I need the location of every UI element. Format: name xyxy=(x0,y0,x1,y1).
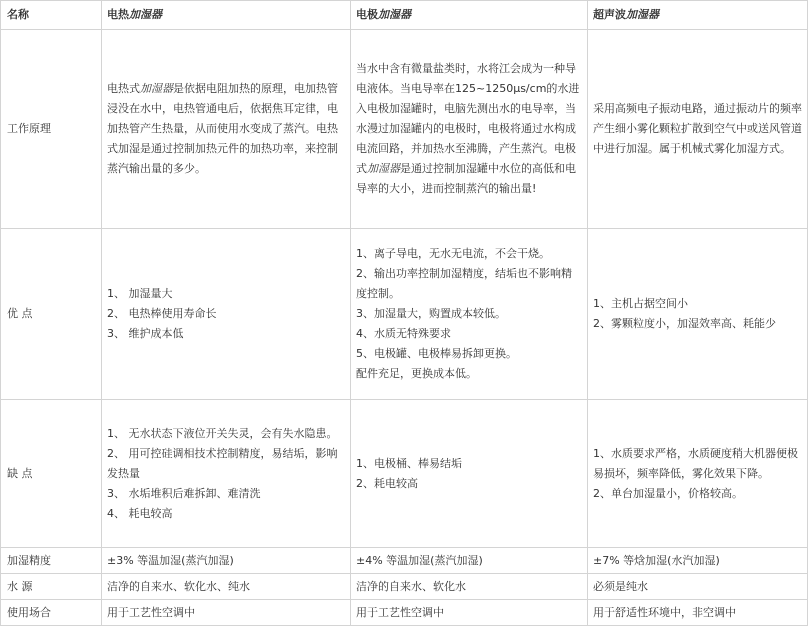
cell-usage-electrode: 用于工艺性空调中 xyxy=(351,600,588,626)
cell-cons-electrode xyxy=(351,400,588,548)
row-advantages xyxy=(1,229,808,400)
list-item: 3、 水垢堆积后难拆卸、难清洗 xyxy=(107,486,261,500)
cell-pros-ultrasonic xyxy=(588,229,808,400)
cell-principle-ultrasonic: 采用高频电子振动电路，通过振动片的频率产生细小雾化颗粒扩散到空气中或送风管道中进行加湿。属于机械式雾化加湿方式。 xyxy=(588,30,808,229)
list-item: 4、 耗电较高 xyxy=(107,506,173,520)
list-item: 5、电极罐、电极棒易拆卸更换。 xyxy=(356,347,517,360)
header-electrode: 电极加湿器 xyxy=(351,1,588,30)
cell-water-electrode: 洁净的自来水、软化水 xyxy=(351,574,588,600)
row-accuracy xyxy=(1,548,808,574)
table-header-row xyxy=(1,1,808,30)
list-item: 1、主机占据空间小 xyxy=(593,297,688,310)
cell-pros-electrode xyxy=(351,229,588,400)
header-electric-heating: 电热加湿器 xyxy=(102,1,351,30)
cell-usage-ultrasonic: 用于舒适性环境中，非空调中 xyxy=(588,600,808,626)
cell-cons-electric xyxy=(102,400,351,548)
list-item: 2、 电热棒使用寿命长 xyxy=(107,307,217,320)
row-label: 水 源 xyxy=(1,574,102,600)
row-water-source xyxy=(1,574,808,600)
row-label: 使用场合 xyxy=(1,600,102,626)
row-label: 优 点 xyxy=(1,229,102,400)
row-disadvantages xyxy=(1,400,808,548)
cell-usage-electric: 用于工艺性空调中 xyxy=(102,600,351,626)
list-item: 2、 用可控硅调相技术控制精度，易结垢，影响发热量 xyxy=(107,446,338,480)
cell-principle-electric: 电热式加湿器是依据电阻加热的原理，电加热管浸没在水中，电热管通电后，依据焦耳定律，电加热管产生热量，从而使用水变成了蒸汽。电热式加湿是通过控制加热元件的加热功率，来控制蒸汽输出量的多少。 xyxy=(102,30,351,229)
list-item: 1、 无水状态下液位开关失灵，会有失水隐患。 xyxy=(107,426,338,440)
cell-accuracy-electric: ±3% 等温加湿(蒸汽加湿) xyxy=(102,548,351,574)
list-item: 配件充足，更换成本低。 xyxy=(356,367,477,380)
list-item: 2、耗电较高 xyxy=(356,476,418,490)
list-item: 2、单台加湿量小，价格较高。 xyxy=(593,486,743,500)
list-item: 3、 维护成本低 xyxy=(107,327,184,340)
cell-cons-ultrasonic xyxy=(588,400,808,548)
list-item: 1、电极桶、棒易结垢 xyxy=(356,456,462,470)
row-label: 缺 点 xyxy=(1,400,102,548)
header-name: 名称 xyxy=(1,1,102,30)
row-label: 加湿精度 xyxy=(1,548,102,574)
cell-water-electric: 洁净的自来水、软化水、纯水 xyxy=(102,574,351,600)
list-item: 4、水质无特殊要求 xyxy=(356,327,451,340)
list-item: 2、输出功率控制加湿精度，结垢也不影响精度控制。 xyxy=(356,267,572,300)
cell-accuracy-ultrasonic: ±7% 等焓加湿(水汽加湿) xyxy=(588,548,808,574)
list-item: 3、加湿量大，购置成本较低。 xyxy=(356,307,506,320)
row-usage xyxy=(1,600,808,626)
row-label: 工作原理 xyxy=(1,30,102,229)
cell-pros-electric xyxy=(102,229,351,400)
list-item: 2、雾颗粒度小，加湿效率高、耗能少 xyxy=(593,317,776,330)
cell-accuracy-electrode: ±4% 等温加湿(蒸汽加湿) xyxy=(351,548,588,574)
list-item: 1、 加湿量大 xyxy=(107,287,173,300)
row-working-principle xyxy=(1,30,808,229)
header-ultrasonic: 超声波加湿器 xyxy=(588,1,808,30)
list-item: 1、离子导电，无水无电流，不会干烧。 xyxy=(356,247,550,260)
list-item: 1、水质要求严格，水质硬度稍大机器便极易损坏，频率降低，雾化效果下降。 xyxy=(593,446,798,480)
cell-water-ultrasonic: 必须是纯水 xyxy=(588,574,808,600)
cell-principle-electrode: 当水中含有微量盐类时，水将江会成为一种导电液体。当电导率在125~1250μs/cm的水进入电极加湿罐时，电脑先测出水的电导率，当水漫过加湿罐内的电极时，电极将通过水构成电流回路，并加热水至沸腾，产生蒸汽。电极式加湿器是通过控制加湿罐中水位的高低和电导率的大小，进而控制蒸汽的输出量! xyxy=(351,30,588,229)
